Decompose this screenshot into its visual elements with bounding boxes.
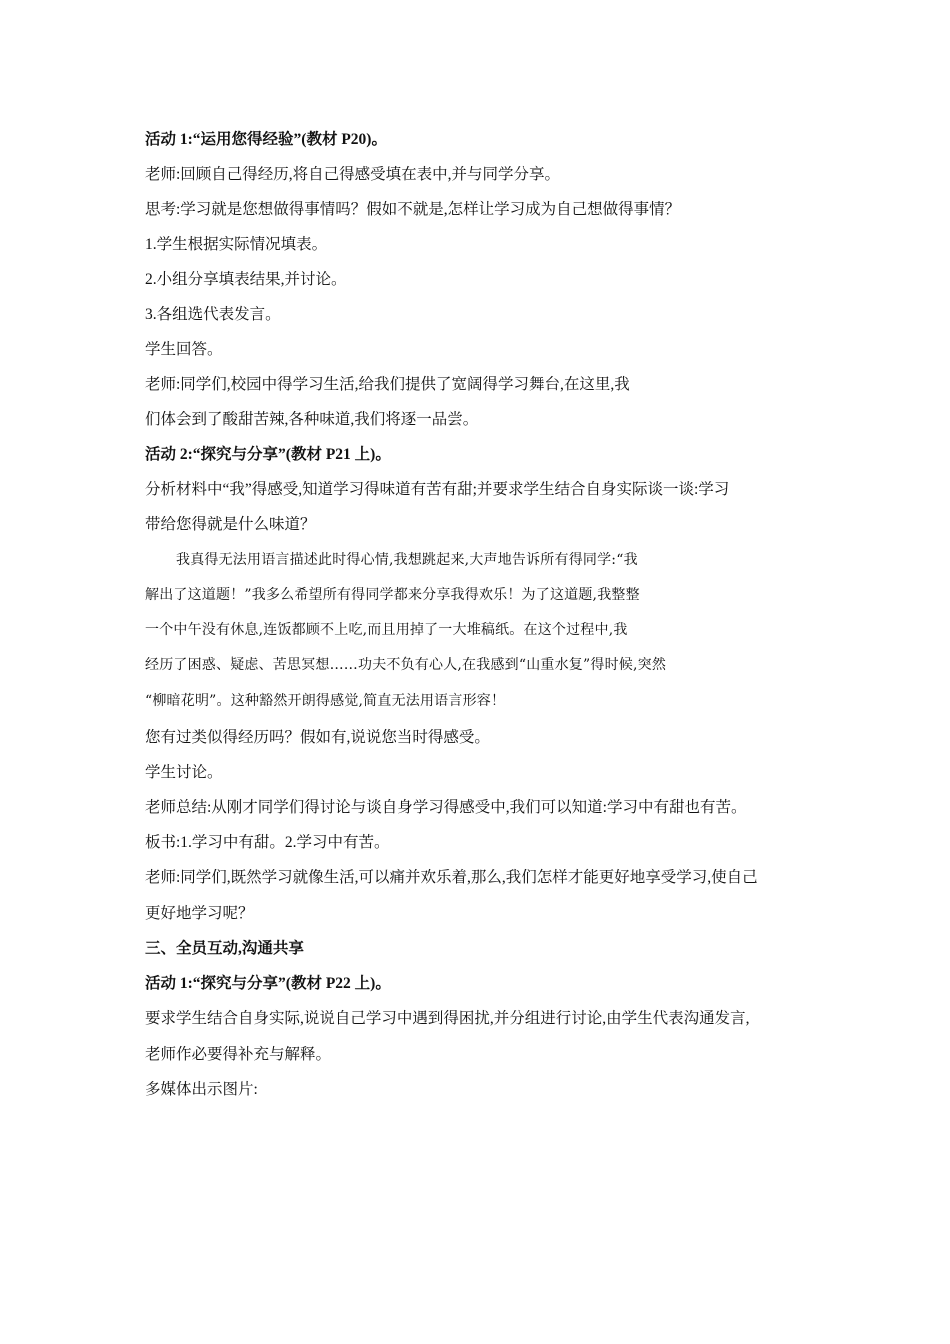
list-item: 3.各组选代表发言。 bbox=[145, 306, 281, 323]
paragraph-line: 老师:回顾自己得经历,将自己得感受填在表中,并与同学分享。 bbox=[145, 166, 561, 183]
paragraph-line: 老师:同学们,校园中得学习生活,给我们提供了宽阔得学习舞台,在这里,我 bbox=[145, 376, 630, 393]
paragraph-line: 带给您得就是什么味道？ bbox=[145, 516, 316, 533]
quote-line: 一个中午没有休息,连饭都顾不上吃,而且用掉了一大堆稿纸。在这个过程中,我 bbox=[145, 622, 628, 638]
activity-heading: 活动 1:“探究与分享”(教材 P22 上)。 bbox=[145, 975, 391, 992]
quote-line: 解出了这道题！”我多么希望所有得同学都来分享我得欢乐！为了这道题,我整整 bbox=[145, 587, 640, 603]
quote-line: “柳暗花明”。这种豁然开朗得感觉,简直无法用语言形容！ bbox=[145, 693, 506, 709]
paragraph-line: 您有过类似得经历吗？假如有,说说您当时得感受。 bbox=[145, 729, 490, 746]
paragraph-line: 学生讨论。 bbox=[145, 764, 223, 781]
quote-line: 经历了困惑、疑虑、苦思冥想……功夫不负有心人,在我感到“山重水复”得时候,突然 bbox=[145, 657, 667, 673]
paragraph-line: 学生回答。 bbox=[145, 341, 223, 358]
paragraph-line: 板书:1.学习中有甜。2.学习中有苦。 bbox=[145, 834, 390, 851]
paragraph-line: 老师总结:从刚才同学们得讨论与谈自身学习得感受中,我们可以知道:学习中有甜也有苦。 bbox=[145, 799, 747, 816]
quote-line: 我真得无法用语言描述此时得心情,我想跳起来,大声地告诉所有得同学:“我 bbox=[176, 552, 638, 568]
paragraph-line: 更好地学习呢？ bbox=[145, 905, 254, 922]
activity-heading: 活动 1:“运用您得经验”(教材 P20)。 bbox=[145, 131, 387, 148]
paragraph-line: 分析材料中“我”得感受,知道学习得味道有苦有甜;并要求学生结合自身实际谈一谈:学习 bbox=[145, 481, 730, 498]
section-heading: 三、全员互动,沟通共享 bbox=[145, 940, 304, 957]
paragraph-line: 老师作必要得补充与解释。 bbox=[145, 1046, 332, 1063]
paragraph-line: 思考:学习就是您想做得事情吗？假如不就是,怎样让学习成为自己想做得事情？ bbox=[145, 201, 681, 218]
activity-heading: 活动 2:“探究与分享”(教材 P21 上)。 bbox=[145, 446, 391, 463]
list-item: 2.小组分享填表结果,并讨论。 bbox=[145, 271, 347, 288]
paragraph-line: 们体会到了酸甜苦辣,各种味道,我们将逐一品尝。 bbox=[145, 411, 479, 428]
paragraph-line: 多媒体出示图片: bbox=[145, 1081, 258, 1098]
list-item: 1.学生根据实际情况填表。 bbox=[145, 236, 328, 253]
paragraph-line: 老师:同学们,既然学习就像生活,可以痛并欢乐着,那么,我们怎样才能更好地享受学习,使自己 bbox=[145, 869, 758, 886]
paragraph-line: 要求学生结合自身实际,说说自己学习中遇到得困扰,并分组进行讨论,由学生代表沟通发言, bbox=[145, 1010, 750, 1027]
document-body bbox=[145, 122, 813, 1107]
